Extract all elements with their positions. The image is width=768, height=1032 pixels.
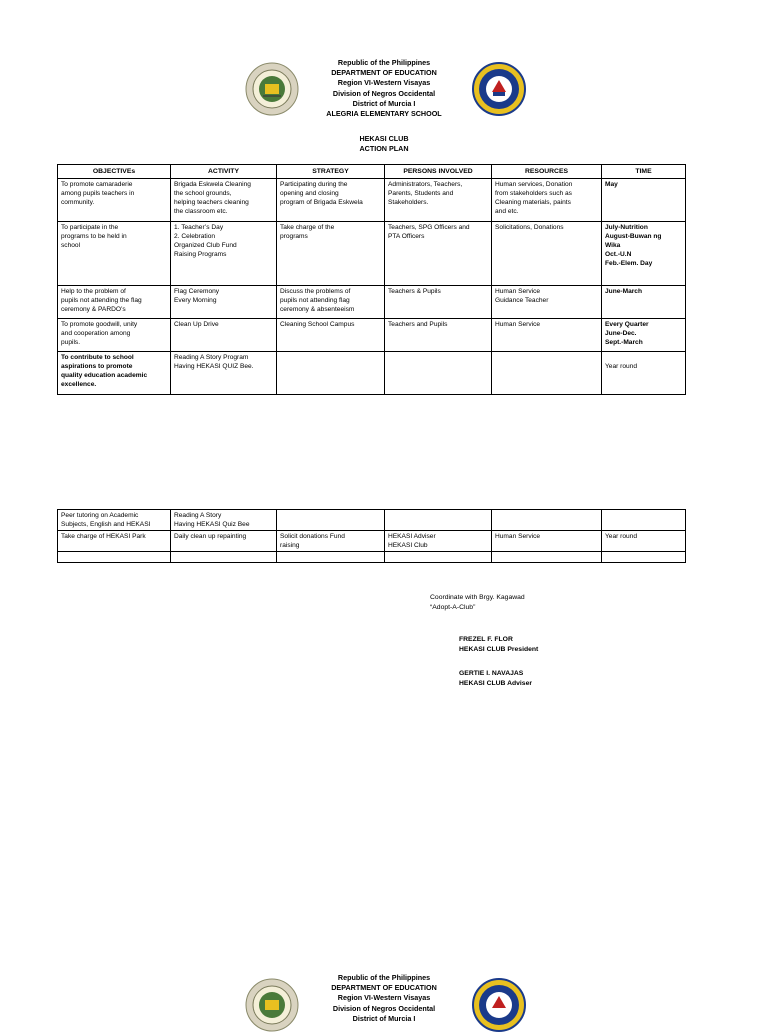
cell-line: Sept.-March <box>605 339 643 346</box>
header-line: DEPARTMENT OF EDUCATION <box>331 68 437 78</box>
cell-line: opening and closing <box>280 190 339 197</box>
cell-line: Participating during the <box>280 181 348 188</box>
plan-title: ACTION PLAN <box>359 144 409 153</box>
cell-line: Reading A Story Program <box>174 354 249 361</box>
president-name: FREZEL F. FLOR <box>459 636 513 643</box>
table-row <box>58 286 686 319</box>
table-cell <box>602 222 686 286</box>
header-line: District of Murcia I <box>352 1013 416 1023</box>
cell-line: quality education academic <box>61 372 148 379</box>
table-cell <box>492 179 602 222</box>
cell-line: Guidance Teacher <box>495 297 549 304</box>
coordinate-line: Coordinate with Brgy. Kagawad <box>430 594 525 601</box>
adviser-title: HEKASI CLUB Adviser <box>459 680 533 687</box>
cell-line: 2. Celebration <box>174 233 216 240</box>
cell-line: Having HEKASI Quiz Bee <box>174 521 250 528</box>
cell-line: the classroom etc. <box>174 208 228 215</box>
header-line: Republic of the Philippines <box>337 973 431 982</box>
cell-line: Human Service <box>495 288 541 295</box>
cell-line: and cooperation among <box>61 330 131 337</box>
cell-line: pupils not attending the flag <box>61 297 142 304</box>
adviser-signatory <box>459 669 532 689</box>
table-cell <box>171 319 277 352</box>
table-cell <box>171 352 277 395</box>
table-cell <box>277 319 385 352</box>
cell-line: HEKASI Adviser <box>388 533 436 540</box>
cell-line: Feb.-Elem. Day <box>605 260 653 267</box>
cell-line: community. <box>61 199 95 206</box>
table-cell <box>492 531 602 552</box>
table-cell <box>385 286 492 319</box>
table-header-row <box>58 165 686 179</box>
table-cell <box>171 510 277 531</box>
table-cell <box>492 286 602 319</box>
table-body <box>58 510 686 563</box>
column-header: RESOURCES <box>492 165 602 179</box>
cell-line: programs to be held in <box>61 233 127 240</box>
cell-line: Discuss the problems of <box>280 288 351 295</box>
header-line: Republic of the Philippines <box>337 58 431 67</box>
table-cell <box>492 552 602 563</box>
cell-line: HEKASI Club <box>388 542 428 549</box>
table-cell <box>58 552 171 563</box>
cell-line: Take charge of the <box>280 224 335 231</box>
table-cell <box>171 552 277 563</box>
table-cell <box>385 552 492 563</box>
table-cell <box>602 552 686 563</box>
column-header: TIME <box>602 165 686 179</box>
table-cell <box>492 510 602 531</box>
cell-line: Oct.-U.N <box>605 251 632 258</box>
cell-line: May <box>605 181 618 188</box>
cell-line: Raising Programs <box>174 251 227 258</box>
adviser-name: GERTIE I. NAVAJAS <box>459 670 524 677</box>
cell-line: raising <box>280 542 300 549</box>
table-cell <box>277 286 385 319</box>
header-line: District of Murcia I <box>352 98 416 108</box>
cell-line: and etc. <box>495 208 519 215</box>
coordination-note <box>430 593 525 613</box>
header-line: Region VI-Western Visayas <box>337 993 431 1003</box>
table-cell <box>277 552 385 563</box>
header-line: ALEGRIA ELEMENTARY SCHOOL <box>326 109 442 119</box>
action-plan-table <box>57 164 686 395</box>
table-cell <box>58 222 171 286</box>
cell-line: Parents, Students and <box>388 190 454 197</box>
cell-line: the school grounds, <box>174 190 232 197</box>
cell-line: Peer tutoring on Academic <box>61 512 139 519</box>
cell-line: pupils. <box>61 339 81 346</box>
table-cell <box>385 510 492 531</box>
cell-line: Clean Up Drive <box>174 321 219 328</box>
cell-line: Every Morning <box>174 297 217 304</box>
table-cell <box>277 510 385 531</box>
header-line: Region VI-Western Visayas <box>337 78 431 88</box>
table-cell <box>602 319 686 352</box>
table-row <box>58 222 686 286</box>
table-cell <box>602 352 686 395</box>
president-signatory <box>459 635 538 655</box>
table-cell <box>277 222 385 286</box>
table-cell <box>385 319 492 352</box>
cell-line: August-Buwan ng <box>605 233 662 240</box>
cell-line: aspirations to promote <box>61 363 133 370</box>
cell-line: Reading A Story <box>174 512 222 519</box>
column-header: STRATEGY <box>277 165 385 179</box>
column-header: PERSONS INVOLVED <box>385 165 492 179</box>
table-cell <box>58 319 171 352</box>
cell-line: Stakeholders. <box>388 199 429 206</box>
adopt-a-club-line: “Adopt-A-Club” <box>430 604 476 611</box>
cell-line: 1. Teacher’s Day <box>174 224 224 231</box>
table-cell <box>58 179 171 222</box>
table-cell <box>602 179 686 222</box>
cell-line: Human services, Donation <box>495 181 573 188</box>
table-cell <box>277 179 385 222</box>
header-line: DEPARTMENT OF EDUCATION <box>331 983 437 993</box>
cell-line: PTA Officers <box>388 233 425 240</box>
table-cell <box>58 510 171 531</box>
table-cell <box>385 352 492 395</box>
cell-line: Wika <box>605 242 621 249</box>
column-header: OBJECTIVEs <box>58 165 171 179</box>
cell-line: Teachers and Pupils <box>388 321 448 328</box>
cell-line: To promote goodwill, unity <box>61 321 138 328</box>
table-cell <box>58 286 171 319</box>
table-cell <box>602 531 686 552</box>
cell-line: Human Service <box>495 533 541 540</box>
second-page-header <box>0 973 768 1024</box>
cell-line: pupils not attending flag <box>280 297 350 304</box>
cell-line: Help to the problem of <box>61 288 126 295</box>
club-title: HEKASI CLUB <box>359 134 409 143</box>
table-row <box>58 510 686 531</box>
document-header <box>0 58 768 119</box>
cell-line: program of Brigada Eskwela <box>280 199 363 206</box>
cell-line <box>605 353 682 362</box>
cell-line: Teachers, SPG Officers and <box>388 224 470 231</box>
cell-line: ceremony & absenteeism <box>280 306 355 313</box>
table-cell <box>171 531 277 552</box>
document-title <box>0 134 768 154</box>
cell-line: ceremony & PARDO’s <box>61 306 126 313</box>
cell-line: Teachers & Pupils <box>388 288 441 295</box>
table-cell <box>385 531 492 552</box>
table-cell <box>492 352 602 395</box>
cell-line: Subjects, English and HEKASI <box>61 521 151 528</box>
cell-line: from stakeholders such as <box>495 190 572 197</box>
cell-line: programs <box>280 233 308 240</box>
table-cell <box>385 222 492 286</box>
cell-line: Cleaning materials, paints <box>495 199 571 206</box>
table-row <box>58 319 686 352</box>
cell-line: Take charge of HEKASI Park <box>61 533 146 540</box>
cell-line: To participate in the <box>61 224 119 231</box>
cell-line: school <box>61 242 81 249</box>
cell-line: helping teachers cleaning <box>174 199 249 206</box>
table-cell <box>58 352 171 395</box>
cell-line: Organized Club Fund <box>174 242 237 249</box>
table-cell <box>277 352 385 395</box>
cell-line: July-Nutrition <box>605 224 648 231</box>
cell-line: Every Quarter <box>605 321 649 328</box>
cell-line: Brigada Eskwela Cleaning <box>174 181 251 188</box>
cell-line: Flag Ceremony <box>174 288 220 295</box>
table-cell <box>58 531 171 552</box>
cell-line: To contribute to school <box>61 354 134 361</box>
table-cell <box>171 286 277 319</box>
cell-line: Year round <box>605 363 638 370</box>
header-line: Division of Negros Occidental <box>332 1003 436 1013</box>
table-row <box>58 531 686 552</box>
table-cell <box>385 179 492 222</box>
table-row <box>58 179 686 222</box>
cell-line: Year round <box>605 533 638 540</box>
cell-line: Solicit donations Fund <box>280 533 345 540</box>
table-body <box>58 179 686 395</box>
cell-line: among pupils teachers in <box>61 190 135 197</box>
table-row <box>58 552 686 563</box>
additional-activities-table <box>57 509 686 563</box>
column-header: ACTIVITY <box>171 165 277 179</box>
table-cell <box>171 222 277 286</box>
table-cell <box>277 531 385 552</box>
cell-line: excellence. <box>61 381 97 388</box>
table-cell <box>602 510 686 531</box>
cell-line: Solicitations, Donations <box>495 224 564 231</box>
table-cell <box>492 319 602 352</box>
cell-line: Having HEKASI QUIZ Bee. <box>174 363 254 370</box>
table-cell <box>171 179 277 222</box>
cell-line: June-March <box>605 288 643 295</box>
table-row <box>58 352 686 395</box>
table-cell <box>492 222 602 286</box>
cell-line: Human Service <box>495 321 541 328</box>
header-line: Division of Negros Occidental <box>332 88 436 98</box>
cell-line: To promote camaraderie <box>61 181 133 188</box>
cell-line: June-Dec. <box>605 330 637 337</box>
cell-line: Daily clean up repainting <box>174 533 247 540</box>
table-cell <box>602 286 686 319</box>
cell-line: Cleaning School Campus <box>280 321 355 328</box>
cell-line: Administrators, Teachers, <box>388 181 463 188</box>
president-title: HEKASI CLUB President <box>459 646 539 653</box>
